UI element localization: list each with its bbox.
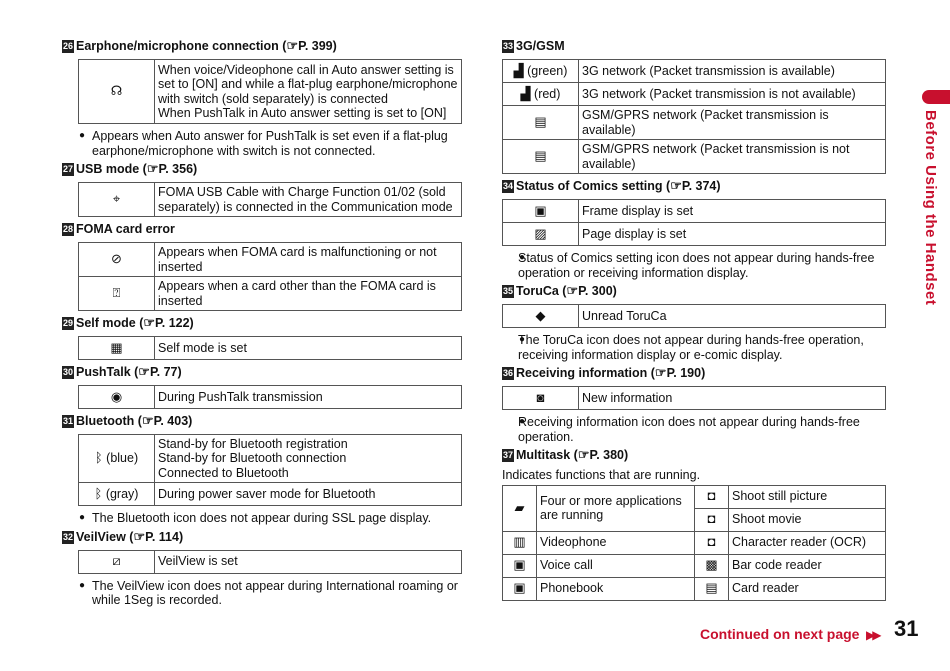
page-reference: P. 300) bbox=[578, 284, 617, 299]
next-arrow-icon: ▶▶ bbox=[866, 628, 879, 642]
color-label: (blue) bbox=[106, 451, 139, 466]
continued-label: Continued on next page bbox=[700, 626, 860, 642]
new-information-icon: ◙ bbox=[503, 387, 579, 410]
table-cell: Phonebook bbox=[537, 577, 695, 600]
earphone-icon: ☊ bbox=[79, 60, 155, 124]
bluetooth-gray-cell bbox=[79, 483, 155, 506]
page-reference: P. 403) bbox=[153, 414, 193, 429]
3g-green-cell bbox=[503, 60, 579, 83]
section-title: 3G/GSM bbox=[516, 39, 565, 54]
voice-call-icon: ▣ bbox=[503, 554, 537, 577]
3g-icon: ▟ bbox=[513, 62, 524, 78]
table-cell: Shoot still picture bbox=[729, 485, 886, 508]
pointing-hand-icon: ☞ bbox=[577, 447, 590, 463]
section-number: 30 bbox=[62, 367, 73, 377]
page-reference: P. 374) bbox=[681, 179, 721, 194]
earphone-icon-table bbox=[78, 59, 462, 124]
pushtalk-table bbox=[78, 385, 462, 409]
section-27-heading bbox=[62, 161, 462, 178]
bluetooth-icon: ᛒ bbox=[94, 485, 103, 501]
section-title: Earphone/microphone connection ( bbox=[76, 39, 287, 54]
page-number: 31 bbox=[894, 616, 919, 641]
multitask-table bbox=[502, 485, 886, 601]
phonebook-icon: ▣ bbox=[503, 577, 537, 600]
section-title: Self mode ( bbox=[76, 316, 144, 331]
table-cell: During power saver mode for Bluetooth bbox=[155, 483, 462, 506]
page-reference: P. 356) bbox=[158, 162, 198, 177]
section-number: 29 bbox=[62, 318, 73, 328]
section-number: 33 bbox=[502, 41, 513, 51]
table-cell: Voice call bbox=[537, 554, 695, 577]
card-reader-icon: ▤ bbox=[695, 577, 729, 600]
table-cell: VeilView is set bbox=[155, 550, 462, 573]
section-number: 28 bbox=[62, 224, 73, 234]
section-34-heading bbox=[502, 178, 888, 195]
section-32-heading bbox=[62, 529, 462, 546]
camera-icon: ◘ bbox=[695, 485, 729, 508]
table-cell: During PushTalk transmission bbox=[155, 386, 462, 409]
section-26-heading bbox=[62, 38, 462, 55]
section-33-heading bbox=[502, 38, 888, 55]
table-cell: Self mode is set bbox=[155, 337, 462, 360]
table-cell: Unread ToruCa bbox=[579, 305, 886, 328]
self-mode-icon: ▦ bbox=[79, 337, 155, 360]
table-cell: Appears when a card other than the FOMA card is inserted bbox=[155, 277, 462, 311]
table-cell: Page display is set bbox=[579, 223, 886, 246]
pointing-hand-icon: ☞ bbox=[654, 365, 667, 381]
bullet-note: ● Receiving information icon does not appear during hands-free operation. bbox=[502, 415, 888, 444]
section-29-heading bbox=[62, 315, 462, 332]
section-number: 36 bbox=[502, 368, 513, 378]
section-number: 27 bbox=[62, 164, 73, 174]
toruca-table bbox=[502, 304, 886, 328]
pointing-hand-icon: ☞ bbox=[143, 315, 156, 331]
3g-red-cell bbox=[503, 83, 579, 106]
table-cell: Appears when FOMA card is malfunctioning or not inserted bbox=[155, 243, 462, 277]
pointing-hand-icon: ☞ bbox=[133, 528, 146, 544]
section-title: USB mode ( bbox=[76, 162, 147, 177]
table-cell: Shoot movie bbox=[729, 508, 886, 531]
section-36-heading bbox=[502, 365, 888, 382]
bullet-note: ● The Bluetooth icon does not appear during SSL page display. bbox=[62, 511, 462, 526]
page-reference: P. 77) bbox=[149, 365, 182, 380]
side-section-title: Before Using the Handset bbox=[922, 110, 939, 306]
table-cell: 3G network (Packet transmission is available) bbox=[579, 60, 886, 83]
card-unknown-icon: ⍰ bbox=[79, 277, 155, 311]
pointing-hand-icon: ☞ bbox=[138, 364, 150, 380]
table-cell: Four or more applications are running bbox=[537, 485, 695, 531]
section-30-heading bbox=[62, 364, 462, 381]
section-title: VeilView ( bbox=[76, 529, 134, 544]
pointing-hand-icon: ☞ bbox=[566, 283, 579, 299]
bullet-note: ● The VeilView icon does not appear during International roaming or while 1Seg is recorded. bbox=[62, 579, 462, 608]
section-title: Receiving information ( bbox=[516, 366, 655, 381]
usb-icon: ⌖ bbox=[79, 183, 155, 217]
foma-card-table bbox=[78, 242, 462, 311]
pointing-hand-icon: ☞ bbox=[286, 38, 299, 54]
gsm-no-packet-icon: ▤ bbox=[503, 140, 579, 174]
section-35-heading bbox=[502, 283, 888, 300]
right-column bbox=[502, 38, 888, 601]
table-cell: Frame display is set bbox=[579, 200, 886, 223]
ocr-icon: ◘ bbox=[695, 531, 729, 554]
section-title: ToruCa ( bbox=[516, 284, 567, 299]
section-number: 26 bbox=[62, 41, 73, 51]
gsm-icon: ▤ bbox=[503, 106, 579, 140]
table-cell: GSM/GPRS network (Packet transmission is not available) bbox=[579, 140, 886, 174]
section-number: 35 bbox=[502, 286, 513, 296]
section-title: Status of Comics setting ( bbox=[516, 179, 671, 194]
veilview-icon: ⧄ bbox=[79, 550, 155, 573]
movie-camera-icon: ◘ bbox=[695, 508, 729, 531]
bluetooth-icon: ᛒ bbox=[94, 450, 103, 466]
pointing-hand-icon: ☞ bbox=[141, 413, 154, 429]
page-reference: P. 380) bbox=[589, 448, 629, 463]
page-reference: P. 190) bbox=[666, 366, 706, 381]
pushtalk-icon: ◉ bbox=[79, 386, 155, 409]
table-cell: FOMA USB Cable with Charge Function 01/02 (sold separately) is connected in the Communication mode bbox=[155, 183, 462, 217]
page-reference: P. 399) bbox=[298, 39, 337, 54]
page-reference: P. 114) bbox=[145, 529, 184, 544]
section-number: 34 bbox=[502, 181, 513, 191]
bluetooth-blue-cell bbox=[79, 435, 155, 483]
veilview-table bbox=[78, 550, 462, 574]
table-cell: Stand-by for Bluetooth registration Stand-by for Bluetooth connection Connected to Bluetooth bbox=[155, 435, 462, 483]
side-tab-marker bbox=[922, 90, 950, 104]
table-cell: Bar code reader bbox=[729, 554, 886, 577]
bullet-note: ● Appears when Auto answer for PushTalk is set even if a flat-plug earphone/microphone with switch is not connected. bbox=[62, 129, 462, 158]
3g-icon: ▟ bbox=[520, 85, 531, 101]
table-cell: GSM/GPRS network (Packet transmission is available) bbox=[579, 106, 886, 140]
section-28-heading bbox=[62, 221, 462, 238]
color-label: (green) bbox=[527, 63, 568, 78]
section-31-heading bbox=[62, 413, 462, 430]
pointing-hand-icon: ☞ bbox=[670, 178, 682, 194]
color-label: (gray) bbox=[105, 486, 139, 501]
table-cell: Card reader bbox=[729, 577, 886, 600]
table-cell: Videophone bbox=[537, 531, 695, 554]
section-title: FOMA card error bbox=[76, 222, 175, 237]
usb-icon-table bbox=[78, 182, 462, 217]
left-column bbox=[62, 38, 462, 611]
table-cell: New information bbox=[579, 387, 886, 410]
pointing-hand-icon: ☞ bbox=[146, 161, 159, 177]
network-table bbox=[502, 59, 886, 174]
bullet-note: ● Status of Comics setting icon does not appear during hands-free operation or receiving information display. bbox=[502, 251, 888, 280]
comics-table bbox=[502, 199, 886, 246]
section-note: Indicates functions that are running. bbox=[502, 468, 701, 482]
multi-app-icon: ▰ bbox=[503, 485, 537, 531]
bluetooth-table bbox=[78, 434, 462, 506]
table-cell: When voice/Videophone call in Auto answer setting is set to [ON] and while a flat-plug earphone/microphone with switch (sold separately) is connected When PushTalk in Auto answer setting is set to [ON] bbox=[155, 60, 462, 124]
section-title: Multitask ( bbox=[516, 448, 578, 463]
barcode-icon: ▩ bbox=[695, 554, 729, 577]
section-title: PushTalk ( bbox=[76, 365, 139, 380]
section-title: Bluetooth ( bbox=[76, 414, 142, 429]
table-cell: 3G network (Packet transmission is not available) bbox=[579, 83, 886, 106]
card-malfunction-icon: ⊘ bbox=[79, 243, 155, 277]
self-mode-table bbox=[78, 336, 462, 360]
videophone-icon: ▥ bbox=[503, 531, 537, 554]
color-label: (red) bbox=[534, 86, 561, 101]
frame-display-icon: ▣ bbox=[503, 200, 579, 223]
section-number: 37 bbox=[502, 450, 513, 460]
page-display-icon: ▨ bbox=[503, 223, 579, 246]
section-number: 32 bbox=[62, 531, 73, 542]
receiving-info-table bbox=[502, 386, 886, 410]
section-number: 31 bbox=[62, 416, 73, 426]
section-37-heading bbox=[502, 447, 888, 464]
table-cell: Character reader (OCR) bbox=[729, 531, 886, 554]
page-reference: P. 122) bbox=[155, 316, 194, 331]
bullet-note: ● The ToruCa icon does not appear during hands-free operation, receiving information display or e-comic display. bbox=[502, 333, 888, 362]
toruca-icon: ◆ bbox=[503, 305, 579, 328]
